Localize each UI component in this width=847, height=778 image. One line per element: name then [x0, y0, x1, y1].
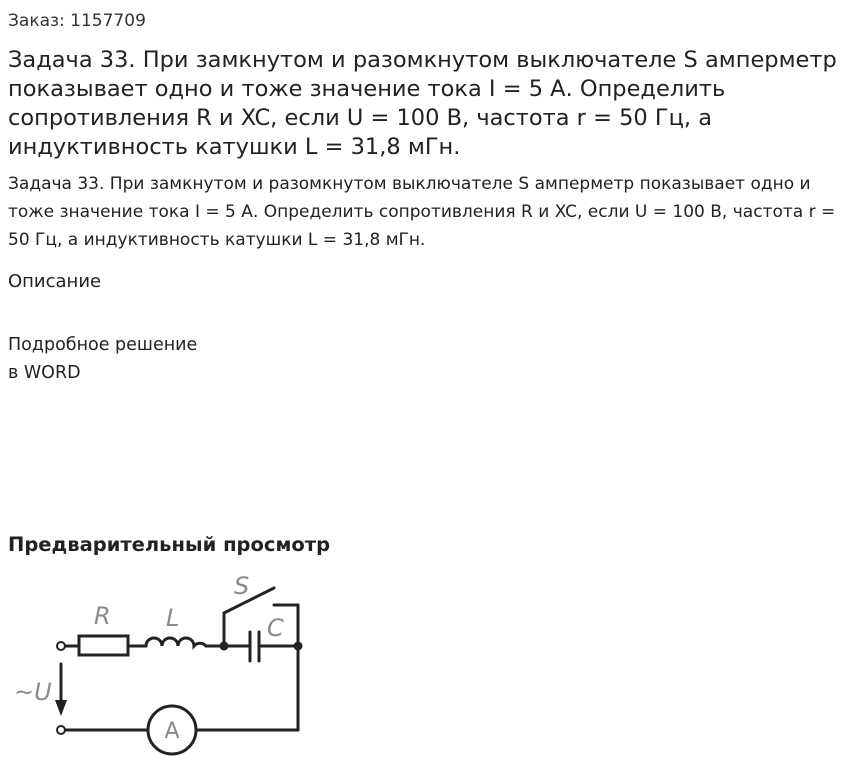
task-text: Задача 33. При замкнутом и разомкнутом выключателе S амперметр показывает одно и тоже значение тока I = 5 А. Определить сопротивления R и XC, если U = 100 В, частота r = 50 Гц, а индуктивность катушки L = 31,8 мГн. [8, 174, 836, 250]
inductor-label: L [166, 604, 180, 632]
ammeter-label: A [164, 719, 180, 744]
inductor-coil [146, 638, 206, 646]
description-line-2: в WORD [8, 363, 81, 383]
source-label: ~U [14, 678, 52, 706]
terminal-top [57, 642, 65, 650]
description-line-1: Подробное решение [8, 335, 198, 355]
description-label: Описание [8, 271, 102, 292]
junction-left [220, 642, 229, 651]
page-content [8, 0, 838, 556]
circuit-diagram-svg [8, 568, 308, 768]
resistor-label: R [94, 602, 111, 630]
description-body [8, 331, 838, 387]
source-arrow-head [55, 700, 67, 716]
junction-right [294, 642, 303, 651]
task-title: Задача 33. При замкнутом и разомкнутом выключателе S амперметр показывает одно и тоже значение тока I = 5 А. Определить сопротивления R и XC, если U = 100 В, частота r = 50 Гц, а индуктивность катушки L = 31,8 мГн. [8, 47, 837, 160]
circuit-diagram [8, 568, 308, 768]
terminal-bottom [57, 726, 65, 734]
preview-heading: Предварительный просмотр [8, 533, 331, 556]
capacitor-label: C [267, 614, 284, 642]
resistor-body [79, 636, 128, 655]
switch-label: S [234, 572, 250, 600]
order-number: Заказ: 1157709 [8, 11, 146, 31]
